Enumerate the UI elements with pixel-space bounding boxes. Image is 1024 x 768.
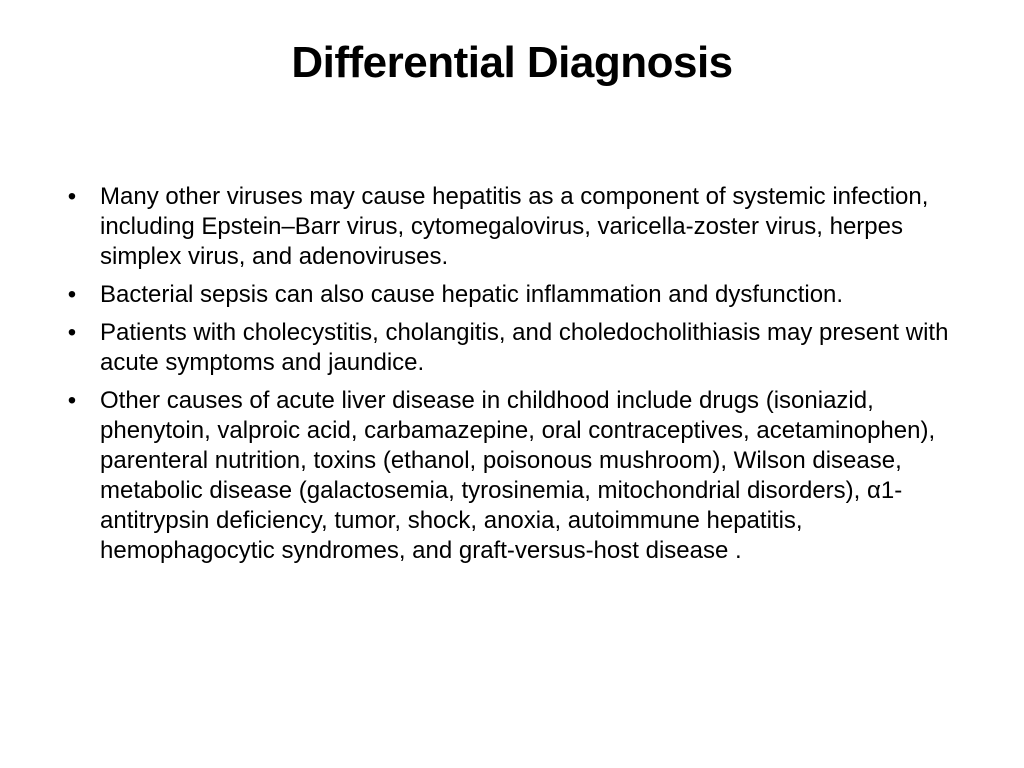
bullet-text: Bacterial sepsis can also cause hepatic inflammation and dysfunction. — [100, 281, 844, 308]
bullet-item — [60, 318, 972, 378]
bullet-item — [60, 386, 972, 566]
bullet-item — [60, 182, 972, 272]
bullet-icon: • — [67, 319, 77, 346]
bullet-text: Patients with cholecystitis, cholangitis, and choledocholithiasis may present with acute symptoms and jaundice. — [100, 319, 949, 376]
bullet-list — [60, 182, 972, 574]
bullet-text: Many other viruses may cause hepatitis as a component of systemic infection, including Epstein–Barr virus, cytomegalovirus, varicella-zoster virus, herpes simplex virus, and adenoviruses. — [100, 183, 929, 270]
slide-title: Differential Diagnosis — [291, 38, 733, 87]
bullet-icon: • — [67, 387, 77, 414]
bullet-item — [60, 280, 972, 310]
bullet-text: Other causes of acute liver disease in childhood include drugs (isoniazid, phenytoin, valproic acid, carbamazepine, oral contraceptives, acetaminophen), parenteral nutrition, toxins (ethanol, poisonous mushroom), Wilson disease, metabolic disease (galactosemia, tyrosinemia, mitochondrial disorders), α1-antitrypsin deficiency, tumor, shock, anoxia, autoimmune hepatitis, hemophagocytic syndromes, and graft-versus-host disease . — [100, 387, 936, 564]
bullet-icon: • — [67, 281, 77, 308]
bullet-icon: • — [67, 183, 77, 210]
